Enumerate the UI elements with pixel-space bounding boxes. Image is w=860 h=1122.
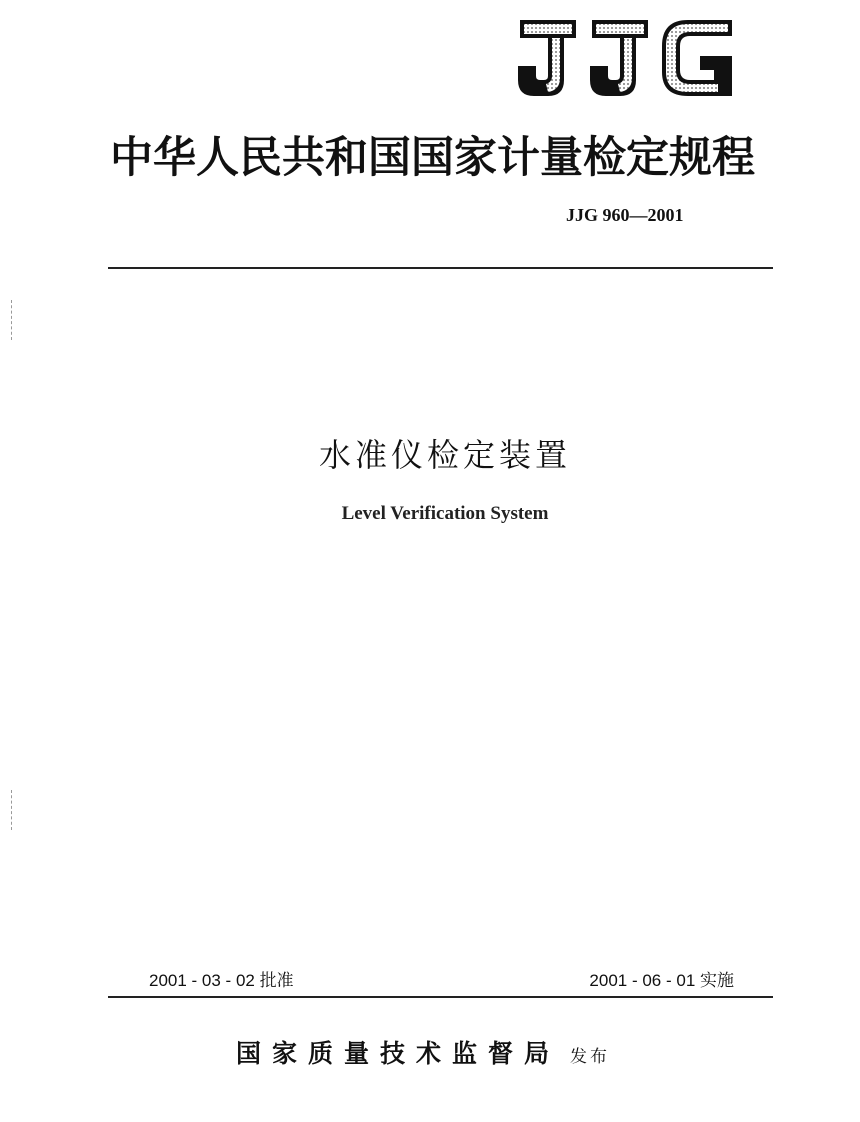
bottom-divider bbox=[108, 996, 773, 998]
top-divider bbox=[108, 267, 773, 269]
publisher-line bbox=[236, 1034, 610, 1070]
regulation-series-title: 中华人民共和国国家计量检定规程 bbox=[110, 133, 755, 183]
effective-date: 2001 - 06 - 01 实施 bbox=[589, 971, 734, 990]
approval-date: 2001 - 03 - 02 批准 bbox=[149, 971, 294, 990]
jjg-logo-icon bbox=[510, 10, 740, 106]
publisher-suffix: 发布 bbox=[570, 1047, 611, 1067]
scan-margin-mark bbox=[11, 790, 12, 830]
publisher-organization: 国家质量技术监督局 bbox=[236, 1039, 561, 1068]
document-number: JJG 960—2001 bbox=[566, 205, 684, 225]
document-title-chinese: 水准仪检定装置 bbox=[318, 436, 571, 474]
scan-margin-mark bbox=[11, 300, 12, 340]
document-title-english: Level Verification System bbox=[341, 503, 549, 524]
